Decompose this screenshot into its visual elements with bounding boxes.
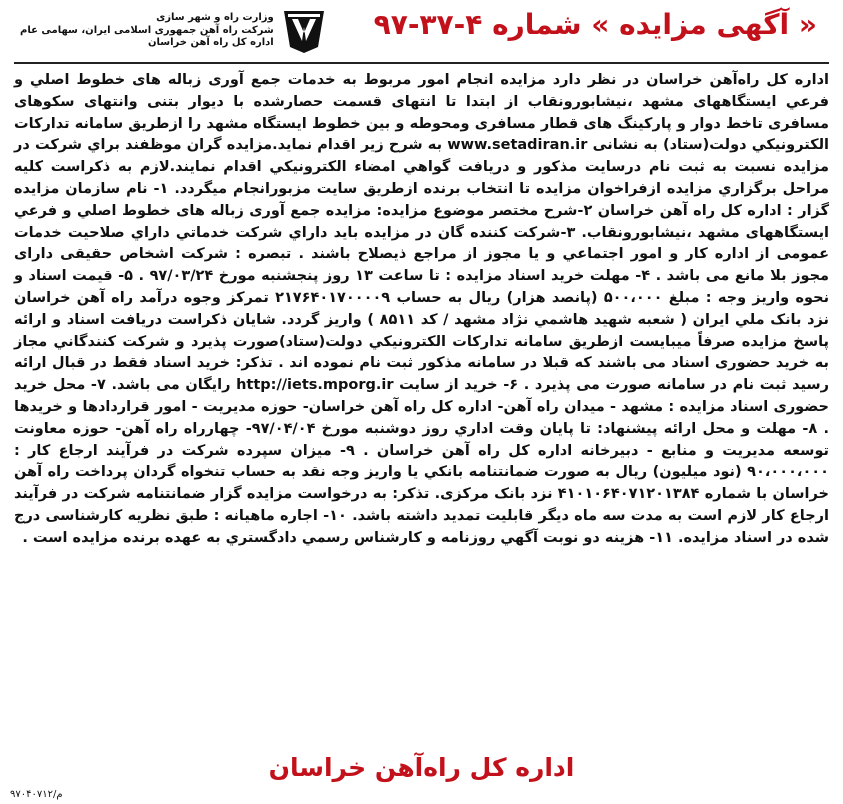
body-paragraph: اداره کل راه‌آهن خراسان در نظر دارد مزایده انجام امور مربوط به خدمات جمع آوری زباله های خطوط اصلي و فرعي ایستگاههای مشهد ،نیشابورونقاب از ابتدا تا انتهای قسمت حصارشده با دیوار بتنی وانتهای سکوهای مسافری تاخط دوار و پارکینگ های قطار مسافری ومحوطه و بین خطوط ایستگاه مشهد را ازطریق سامانه تدارکات الکترونیکي دولت(ستاد) به نشانی www.setadiran.ir به شرح زیر اقدام نماید.مزایده گران موظفند براي شرکت در مزایده نسبت به ثبت نام درسایت مذکور و دریافت گواهي امضاء الکترونیکي اقدام نمایند.لازم به ذکراست کلیه مراحل برگزاري مزایده ازفراخوان مزایده تا انتخاب برنده ازطریق سایت مزبورانجام میگردد. ۱- نام سازمان مزایده گزار : اداره کل راه آهن خراسان ۲-شرح مختصر موضوع مزایده: مزایده جمع آوری زباله های خطوط اصلي و فرعي ایستگاههای مشهد ،نیشابورونقاب. ۳-شرکت کننده گان در مزایده باید داراي شرکت خدماتي داراي صلاحیت خدمات عمومی از اداره کار و امور اجتماعي و یا مجوز از مراجع ذیصلاح باشند . تبصره : شرکت اشخاص حقیقی دارای مجوز بلا مانع می باشد . ۴- مهلت خرید اسناد مزایده : تا ساعت ۱۳ روز پنجشنبه مورخ ۹۷/۰۳/۲۴ . ۵- قیمت اسناد و نحوه واریز وجه : مبلغ ۵۰۰،۰۰۰ (پانصد هزار) ریال به حساب ۲۱۷۶۴۰۱۷۰۰۰۰۹ تمرکز وجوه درآمد راه آهن خراسان نزد بانک ملي ایران ( شعبه شهید هاشمي نژاد مشهد / کد ۸۵۱۱ ) واریز گردد. شایان ذکراست دریافت اسناد و ارائه پاسخ مزایده صرفاً میبایست ازطریق سامانه تدارکات الکترونیکي دولت(ستاد)صورت پذیرد و شرکت کنندگاني مجاز به خرید حضوری اسناد می باشند که قبلا در سامانه مذکور ثبت نام نموده اند . تذکر: خرید اسناد فقط در قبال ارائه رسید ثبت نام در سامانه صورت می پذیرد . ۶- خرید از سایت http://iets.mporg.ir رایگان می باشد. ۷- محل خرید حضوری اسناد مزایده : مشهد - میدان راه آهن- اداره کل راه آهن خراسان- حوزه مدیریت - امور قراردادها و خریدها . ۸- مهلت و محل ارائه پیشنهاد: تا پایان وقت اداري روز دوشنبه مورخ ۹۷/۰۴/۰۴- چهارراه راه آهن- حوزه معاونت توسعه مدیریت و منابع - دبیرخانه اداره کل راه آهن خراسان . ۹- میزان سپرده شرکت در فرآیند ارجاع کار : ۹۰،۰۰۰،۰۰۰ (نود میلیون) ریال به صورت ضمانتنامه بانکي یا واریز وجه نقد به حساب تنخواه گردان پرداخت راه آهن خراسان با شماره ۴۱۰۱۰۶۴۰۷۱۲۰۱۳۸۴ نزد بانک مرکزی. تذکر: به درخواست مزایده گزار ضمانتنامه شرکت در فرآیند ارجاع کار لازم است به مدت سه ماه دیگر قابلیت تمدید داشته باشد. ۱۰- اجاره ماهیانه : طبق نظریه کارشناسی درج شده در اسناد مزایده. ۱۱- هزینه دو نوبت آگهي روزنامه و کارشناس رسمي دادگستري به عهده برنده مزایده است . <box>14 72 830 546</box>
page-title: « آگهی مزایده » شماره ۴-۳۷-۹۷ <box>373 8 817 41</box>
organization-block <box>20 6 290 56</box>
railway-logo-icon <box>280 7 328 55</box>
reference-code: م/۹۷۰۴۰۷۱۲ <box>10 789 63 800</box>
office-name: اداره کل راه آهن خراسان <box>147 37 274 49</box>
header <box>14 0 829 64</box>
ministry-name: وزارت راه و شهر سازی <box>156 12 274 24</box>
advertisement-body <box>14 70 829 550</box>
company-name: شرکت راه آهن جمهوری اسلامی ایران، سهامی عام <box>20 24 274 36</box>
signature: اداره کل راه‌آهن خراسان <box>268 753 575 782</box>
organization-text <box>20 12 274 50</box>
